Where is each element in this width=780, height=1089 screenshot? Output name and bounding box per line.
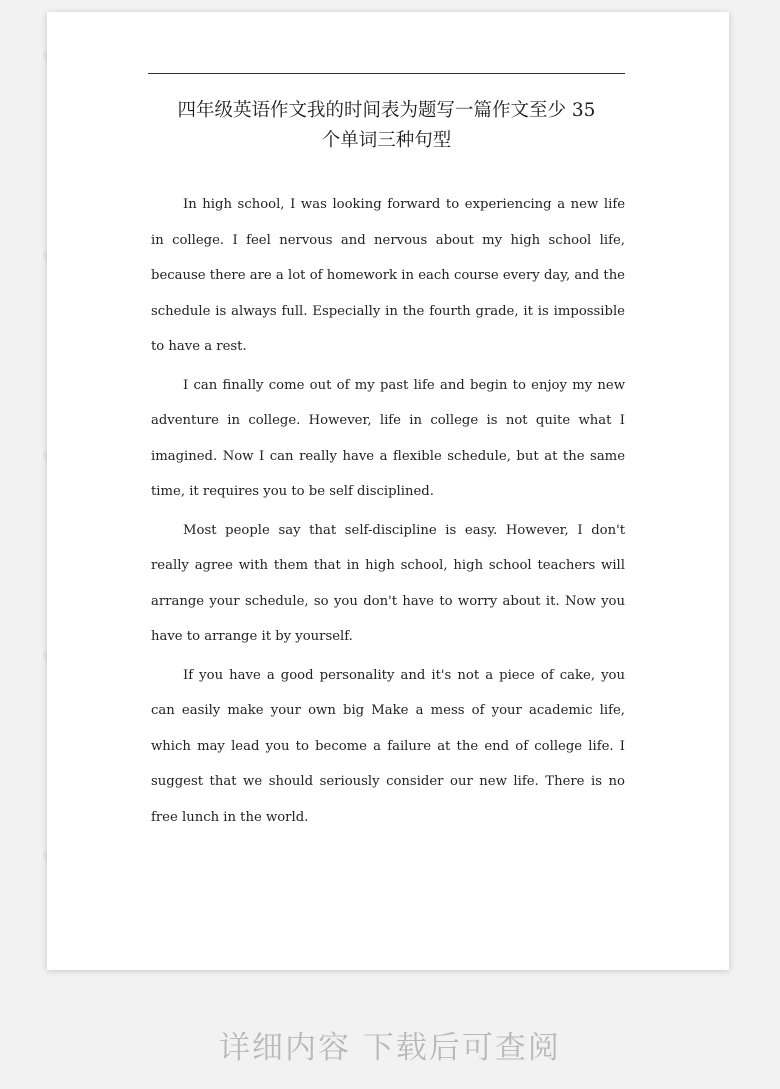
document-body (151, 187, 625, 838)
paragraph: Most people say that self-discipline is easy. However, I don't really agree with them that in high school, high school teachers will arrange your schedule, so you don't have to worry about it. Now you have to arrange it by yourself. (151, 522, 625, 644)
document-title (148, 96, 625, 156)
download-prompt[interactable]: 详细内容 下载后可查阅 (219, 1030, 561, 1066)
paragraph: If you have a good personality and it's not a piece of cake, you can easily make your own big Make a mess of your academic life, which may lead you to become a failure at the end of college life. I suggest that we should seriously consider our new life. There is no free lunch in the world. (151, 667, 625, 825)
title-line-2: 个单词三种句型 (321, 130, 452, 151)
title-line-1: 四年级英语作文我的时间表为题写一篇作文至少 35 (177, 100, 596, 121)
header-rule (148, 73, 625, 74)
paragraph: In high school, I was looking forward to experiencing a new life in college. I feel nervous and nervous about my high school life, because there are a lot of homework in each course every day, and the schedule is always full. Especially in the fourth grade, it is impossible to have a rest. (151, 197, 625, 354)
paragraph: I can finally come out of my past life and begin to enjoy my new adventure in college. However, life in college is not quite what I imagined. Now I can really have a flexible schedule, but at the same time, it requires you to be self disciplined. (151, 377, 625, 499)
document-page (47, 12, 729, 970)
